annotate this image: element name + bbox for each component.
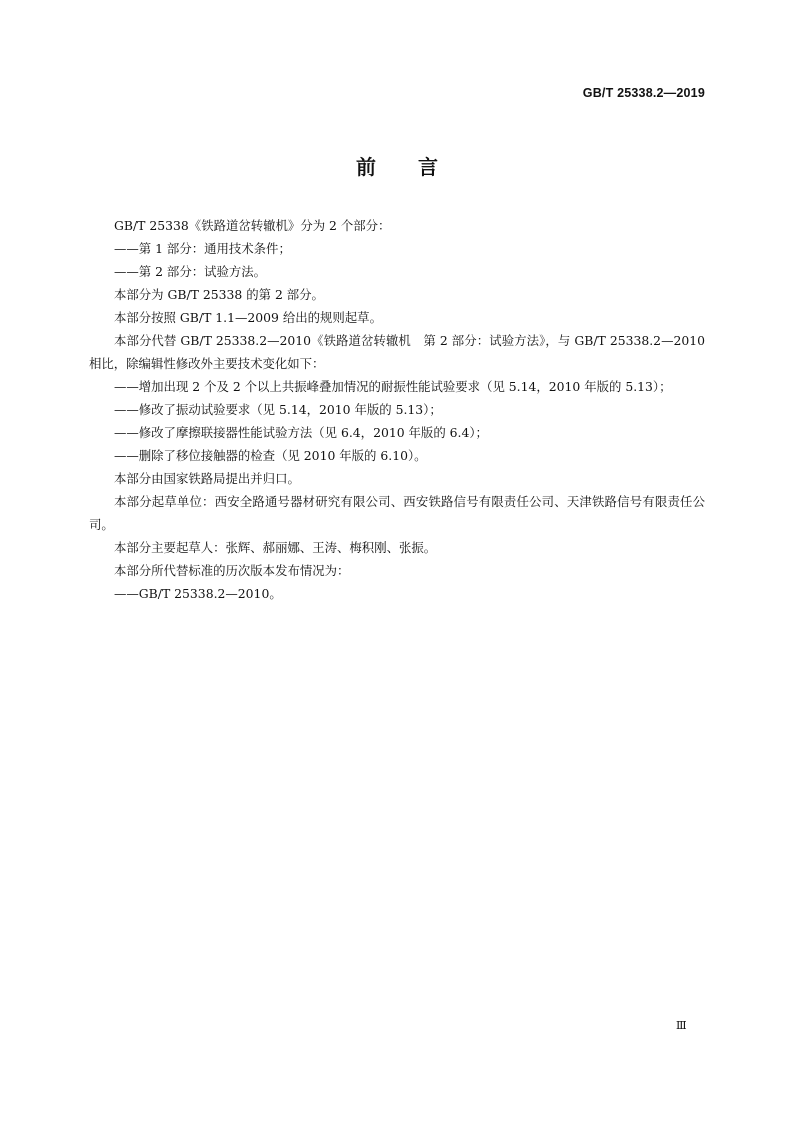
paragraph: 本部分主要起草人：张辉、郝丽娜、王涛、梅积刚、张振。 xyxy=(114,540,437,555)
paragraph: 本部分代替 GB/T 25338.2—2010《铁路道岔转辙机 第 2 部分：试验方法》，与 GB/T 25338.2—2010 相比，除编辑性修改外主要技术变化如下： xyxy=(89,333,705,371)
standard-code: GB/T 25338.2—2019 xyxy=(582,86,705,100)
list-item: ——删除了移位接触器的检查（见 2010 年版的 6.10）。 xyxy=(114,448,427,463)
list-item: ——GB/T 25338.2—2010。 xyxy=(114,586,282,601)
paragraph: 本部分起草单位：西安全路通号器材研究有限公司、西安铁路信号有限责任公司、天津铁路信号有限责任公司。 xyxy=(89,494,705,532)
paragraph: 本部分为 GB/T 25338 的第 2 部分。 xyxy=(114,287,324,302)
paragraph: 本部分按照 GB/T 1.1—2009 给出的规则起草。 xyxy=(114,310,382,325)
paragraph: 本部分所代替标准的历次版本发布情况为： xyxy=(114,563,350,578)
list-item: ——增加出现 2 个及 2 个以上共振峰叠加情况的耐振性能试验要求（见 5.14，2010 年版的 5.13）； xyxy=(114,379,672,394)
document-body xyxy=(89,214,705,605)
list-item: ——第 2 部分：试验方法。 xyxy=(114,264,267,279)
paragraph: GB/T 25338《铁路道岔转辙机》分为 2 个部分： xyxy=(114,218,391,233)
page-number: Ⅲ xyxy=(676,1019,687,1032)
list-item: ——修改了摩擦联接器性能试验方法（见 6.4，2010 年版的 6.4）； xyxy=(114,425,488,440)
paragraph: 本部分由国家铁路局提出并归口。 xyxy=(114,471,300,486)
list-item: ——第 1 部分：通用技术条件； xyxy=(114,241,291,256)
page-title: 前言 xyxy=(356,155,480,179)
list-item: ——修改了振动试验要求（见 5.14，2010 年版的 5.13）； xyxy=(114,402,442,417)
